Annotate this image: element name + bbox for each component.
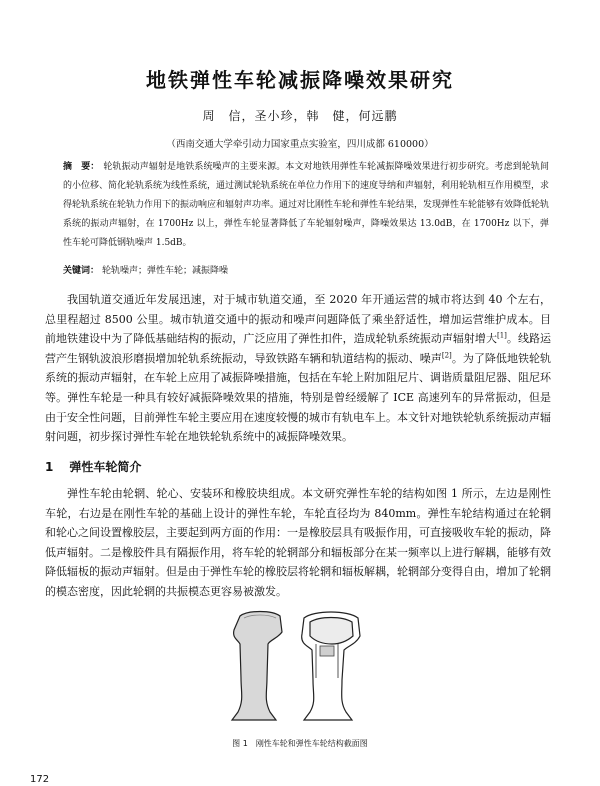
section-number: 1 bbox=[45, 460, 54, 474]
intro-text-2: 。线路运营产生钢轨波浪形磨损增加轮轨系统振动，导致铁路车辆和轨道结构的振动、噪声 bbox=[45, 332, 552, 365]
figure-number: 图 1 bbox=[232, 739, 248, 748]
abstract-text: 轮轨振动声辐射是地铁系统噪声的主要来源。本文对地铁用弹性车轮减振降噪效果进行初步研究。考虑到轮轨间的小位移、简化轮轨系统为线性系统，通过测试轮轨系统在单位力作用下的速度导纳和声辐射，利用轮轨相互作用模型，求得轮轨系统在轮轨力作用下的振动响应和辐射声功率。通过对比刚性车轮和弹性车轮结果，发现弹性车轮能够有效降低轮轨系统的振动声辐射，在 1700Hz 以上，弹性车轮显著降低了车轮辐射噪声，降噪效果达 13.0dB，在 1700Hz 以下，弹性车轮可降低钢轨噪声 1.5dB。 bbox=[63, 162, 550, 248]
section-heading bbox=[45, 458, 141, 475]
paper-title: 地铁弹性车轮减振降噪效果研究 bbox=[146, 68, 454, 92]
affiliation: （西南交通大学牵引动力国家重点实验室，四川成都 610000） bbox=[166, 139, 434, 150]
section-title: 弹性车轮简介 bbox=[69, 460, 142, 474]
page-number: 172 bbox=[30, 774, 50, 785]
citation-2: [2] bbox=[441, 351, 452, 360]
section-paragraph: 弹性车轮由轮辋、轮心、安装环和橡胶块组成。本文研究弹性车轮的结构如图 1 所示，左边是刚性车轮，右边是在刚性车轮的基础上设计的弹性车轮，车轮直径均为 840mm。弹性车轮结构通过在轮辋和轮心之间设置橡胶层，主要起到两方面的作用：一是橡胶层具有吸振作用，可直接吸收车轮的振动，降低声辐射。二是橡胶件具有隔振作用，将车轮的轮辋部分和辐板部分在某一频率以上进行解耦，能够有效降低辐板的振动声辐射。但是由于弹性车轮的橡胶层将轮辋和辐板解耦，轮辋部分变得自由，增加了轮辋的模态密度，因此轮辋的共振模态更容易被激发。 bbox=[45, 487, 551, 598]
figure-caption-text: 刚性车轮和弹性车轮结构截面图 bbox=[255, 739, 368, 748]
keywords-text: 轮轨噪声；弹性车轮；减振降噪 bbox=[102, 266, 229, 276]
resilient-wheel-section bbox=[302, 612, 360, 720]
abstract bbox=[63, 158, 549, 253]
intro-text-3: 。为了降低地铁轮轨系统的振动声辐射，在车轮上应用了减振降噪措施，包括在车轮上附加阻尼片、调谐质量阻尼器、阻尼环等。弹性车轮是一种具有较好减振降噪效果的措施，特别是曾经缓解了 ICE 高速列车的异常振动，但是由于安全性问题，目前弹性车轮主要应用在速度较慢的城市有轨电车上。本文针对地铁轮轨系统振动声辐射问题，初步探讨弹性车轮在地铁轮轨系统中的减振降噪效果。 bbox=[45, 351, 552, 444]
intro-paragraph bbox=[45, 290, 551, 447]
citation-1: [1] bbox=[496, 331, 507, 340]
figure-caption bbox=[0, 738, 600, 749]
abstract-label: 摘 要： bbox=[63, 162, 100, 172]
intro-text-1: 我国轨道交通近年发展迅速，对于城市轨道交通，至 2020 年开通运营的城市将达到 40 个左右，总里程超过 8500 公里。城市轨道交通中的振动和噪声问题降低了乘坐舒适性，增加运营维护成本。目前地铁建设中为了降低基础结构的振动，广泛应用了弹性扣件，造成轮轨系统振动声辐射增大 bbox=[45, 293, 551, 346]
rigid-wheel-section bbox=[232, 612, 282, 721]
keywords-label: 关键词： bbox=[63, 266, 100, 276]
author-list: 周 信，圣小珍，韩 健，何远鹏 bbox=[202, 109, 398, 123]
keywords bbox=[63, 263, 549, 276]
wheel-cross-section-figure bbox=[220, 608, 380, 728]
